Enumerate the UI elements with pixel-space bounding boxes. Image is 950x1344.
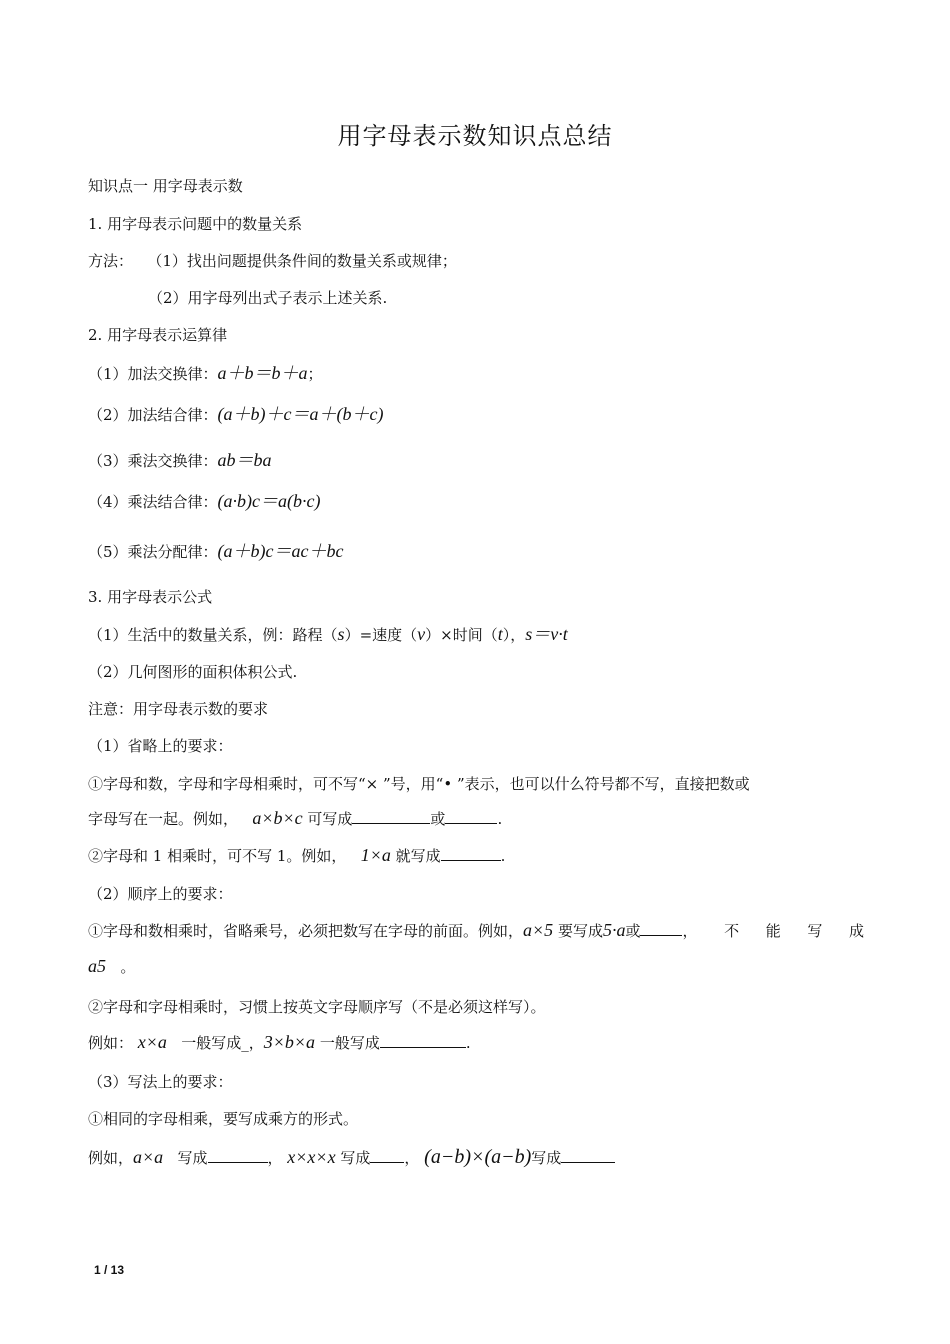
rule-3-heading: （3）写法上的要求： [88, 1073, 233, 1091]
text: 不 [724, 922, 740, 940]
text: 就写成 [395, 847, 441, 865]
method-step-1: （1）找出问题提供条件间的数量关系或规律； [147, 252, 457, 270]
expr: 3×b×a [263, 1032, 316, 1052]
law-label: （3）乘法交换律： [88, 452, 218, 470]
law-formula: (a＋b)＋c＝a＋(b＋c) [217, 404, 384, 424]
text: 字母写在一起。例如， [88, 810, 239, 828]
expr: 5·a [602, 920, 626, 940]
expr: x×x×x [287, 1147, 336, 1167]
expr: (a−b)×(a−b) [424, 1146, 532, 1168]
law-multiplication-associative [88, 487, 321, 513]
text: 可写成 [307, 810, 353, 828]
text: 一般写成 [319, 1034, 380, 1052]
law-formula: (a·b)c＝a(b·c) [217, 491, 321, 511]
section-heading: 知识点一 用字母表示数 [88, 177, 243, 195]
var-s: s [337, 624, 345, 644]
expr: 1×a [360, 845, 391, 865]
text: 或 [430, 810, 446, 828]
expr: a×a [133, 1147, 164, 1167]
law-addition-commutative [88, 359, 323, 385]
law-distributive [88, 537, 344, 563]
text: . [500, 847, 506, 865]
text: 写 [807, 922, 823, 940]
text: ）=速度（ [344, 626, 418, 644]
page-number: 1 / 13 [94, 1263, 125, 1277]
law-label: （4）乘法结合律： [88, 493, 218, 511]
answer-blank[interactable] [640, 920, 682, 936]
law-tail: ； [307, 365, 323, 383]
text: 成 [848, 922, 864, 940]
note-heading: 注意：用字母表示数的要求 [88, 700, 269, 718]
answer-blank[interactable] [208, 1147, 268, 1163]
text: 写成 [531, 1149, 562, 1167]
text: ）×时间（ [425, 626, 498, 644]
point-2-heading: 2. 用字母表示运算律 [88, 326, 228, 344]
text: 要写成 [557, 922, 603, 940]
law-label: （2）加法结合律： [88, 406, 218, 424]
method-label: 方法： [88, 252, 134, 270]
rule-2a-main [88, 920, 698, 941]
rule-1b-example [88, 845, 505, 866]
law-label: （1）加法交换律： [88, 365, 218, 383]
text: （1）生活中的数量关系，例：路程（ [88, 626, 338, 644]
text: ①字母和数相乘时，省略乘号，必须把数写在字母的前面。例如， [88, 922, 524, 940]
rule-1-heading: （1）省略上的要求： [88, 737, 233, 755]
expr: a×b×c [252, 808, 303, 828]
text: 一般写成_， [181, 1034, 264, 1052]
formula-life-example [88, 620, 568, 646]
rule-2b-text: ②字母和字母相乘时，习惯上按英文字母顺序写（不是必须这样写）。 [88, 998, 546, 1016]
page-title: 用字母表示数知识点总结 [337, 122, 613, 150]
law-addition-associative [88, 400, 384, 426]
text: . [497, 810, 503, 828]
var-v: v [417, 624, 426, 644]
var-t: t [497, 624, 503, 644]
answer-blank[interactable] [370, 1147, 404, 1163]
text: ， [404, 1149, 420, 1167]
formula-geometry: （2）几何图形的面积体积公式. [88, 663, 298, 681]
point-3-heading: 3. 用字母表示公式 [88, 588, 213, 606]
rule-3a-text: ①相同的字母相乘，要写成乘方的形式。 [88, 1110, 359, 1128]
text: 例如： [88, 1034, 134, 1052]
answer-blank[interactable] [380, 1032, 466, 1048]
expr: x×a [137, 1032, 167, 1052]
text: 。 [120, 958, 136, 976]
law-formula: a＋b＝b＋a [217, 363, 308, 383]
text: 能 [765, 922, 781, 940]
rule-1a-text: ①字母和数，字母和字母相乘时，可不写“× ”号，用“• ”表示，也可以什么符号都不写，直接把数或 [88, 775, 750, 793]
text: . [465, 1034, 471, 1052]
expr: a×5 [523, 920, 554, 940]
rule-1a-example [88, 808, 502, 829]
rule-2a-continued [88, 956, 135, 977]
rule-3a-example [88, 1146, 615, 1169]
text: ②字母和 1 相乘时，可不写 1。例如， [88, 847, 347, 865]
law-formula: (a＋b)c＝ac＋bc [217, 541, 344, 561]
expr: a5 [88, 956, 106, 976]
formula-s-vt: s＝v·t [525, 624, 568, 644]
rule-2-heading: （2）顺序上的要求： [88, 885, 233, 903]
answer-blank[interactable] [561, 1147, 615, 1163]
law-multiplication-commutative [88, 446, 272, 472]
method-line-1 [88, 250, 457, 271]
text: ， [267, 1149, 283, 1167]
law-label: （5）乘法分配律： [88, 543, 218, 561]
text: 例如， [88, 1149, 134, 1167]
point-1-heading: 1. 用字母表示问题中的数量关系 [88, 215, 303, 233]
answer-blank[interactable] [441, 845, 501, 861]
law-formula: ab＝ba [217, 450, 272, 470]
rule-2a-text [88, 920, 864, 941]
method-step-2: （2）用字母列出式子表示上述关系. [148, 289, 388, 307]
answer-blank[interactable] [352, 808, 430, 824]
text: 或 [625, 922, 641, 940]
text: ， [682, 922, 698, 940]
text: 写成 [177, 1149, 208, 1167]
answer-blank[interactable] [445, 808, 497, 824]
text: 写成 [340, 1149, 371, 1167]
text: ）， [502, 626, 526, 644]
rule-2b-example [88, 1032, 471, 1053]
